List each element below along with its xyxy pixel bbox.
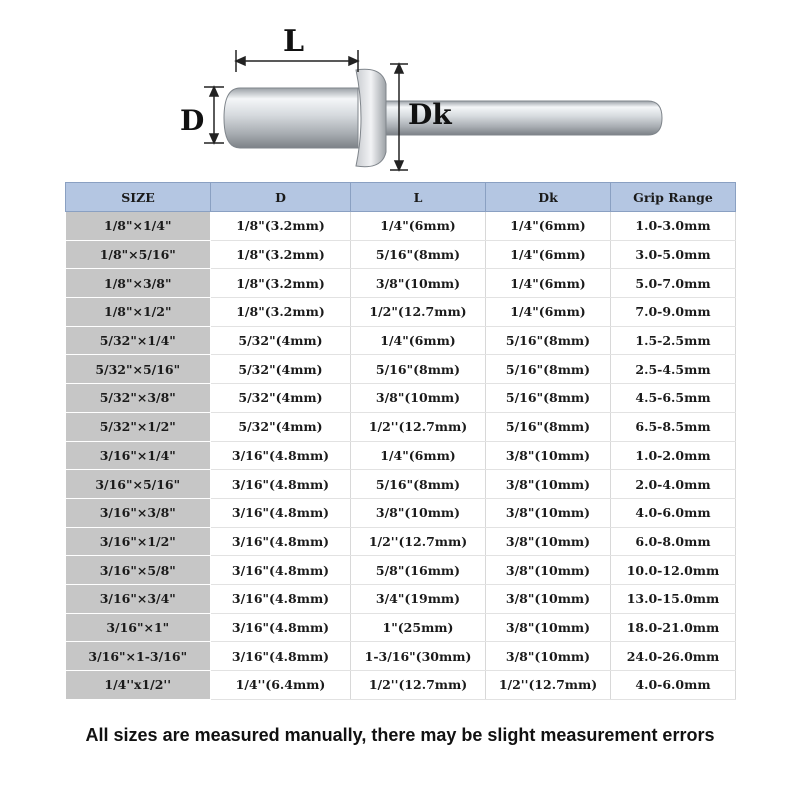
size-cell: 3/16"×5/16" <box>66 470 211 499</box>
l-cell: 3/4"(19mm) <box>351 584 486 613</box>
l-cell: 1/2"(12.7mm) <box>351 298 486 327</box>
d-cell: 3/16"(4.8mm) <box>211 642 351 671</box>
l-cell: 3/8"(10mm) <box>351 498 486 527</box>
grip-range-cell: 1.0-3.0mm <box>611 212 736 241</box>
diameter-dimension <box>204 87 224 143</box>
table-row <box>66 556 736 585</box>
dk-cell: 3/8"(10mm) <box>486 441 611 470</box>
size-cell: 5/32"×1/4" <box>66 326 211 355</box>
d-cell: 3/16"(4.8mm) <box>211 470 351 499</box>
d-cell: 1/8"(3.2mm) <box>211 269 351 298</box>
l-cell: 1/2''(12.7mm) <box>351 671 486 700</box>
grip-range-cell: 1.5-2.5mm <box>611 326 736 355</box>
l-cell: 1-3/16"(30mm) <box>351 642 486 671</box>
rivet-size-table <box>65 182 736 700</box>
size-cell: 5/32"×5/16" <box>66 355 211 384</box>
size-cell: 3/16"×3/8" <box>66 498 211 527</box>
dk-cell: 1/4"(6mm) <box>486 269 611 298</box>
table-row <box>66 613 736 642</box>
size-cell: 1/8"×1/4" <box>66 212 211 241</box>
size-cell: 3/16"×3/4" <box>66 584 211 613</box>
table-row <box>66 298 736 327</box>
l-cell: 3/8"(10mm) <box>351 269 486 298</box>
measurement-disclaimer: All sizes are measured manually, there may be slight measurement errors <box>85 725 715 745</box>
d-cell: 3/16"(4.8mm) <box>211 584 351 613</box>
dk-cell: 3/8"(10mm) <box>486 613 611 642</box>
size-cell: 1/8"×3/8" <box>66 269 211 298</box>
header-size: SIZE <box>66 183 211 212</box>
table-row <box>66 326 736 355</box>
table-row <box>66 212 736 241</box>
size-cell: 3/16"×1" <box>66 613 211 642</box>
table-row <box>66 269 736 298</box>
grip-range-cell: 7.0-9.0mm <box>611 298 736 327</box>
size-cell: 1/8"×1/2" <box>66 298 211 327</box>
dk-cell: 5/16"(8mm) <box>486 384 611 413</box>
table-row <box>66 642 736 671</box>
l-cell: 1"(25mm) <box>351 613 486 642</box>
table-row <box>66 355 736 384</box>
table-row <box>66 441 736 470</box>
diameter-label: D <box>180 104 205 137</box>
dk-cell: 5/16"(8mm) <box>486 355 611 384</box>
grip-range-cell: 10.0-12.0mm <box>611 556 736 585</box>
grip-range-cell: 4.0-6.0mm <box>611 498 736 527</box>
dk-cell: 1/4"(6mm) <box>486 212 611 241</box>
grip-range-cell: 4.5-6.5mm <box>611 384 736 413</box>
head-diameter-label: Dk <box>408 98 452 131</box>
header-row <box>66 183 736 212</box>
table-body <box>66 212 736 700</box>
dk-cell: 1/4"(6mm) <box>486 240 611 269</box>
grip-range-cell: 5.0-7.0mm <box>611 269 736 298</box>
grip-range-cell: 4.0-6.0mm <box>611 671 736 700</box>
l-cell: 5/16"(8mm) <box>351 470 486 499</box>
table-header <box>66 183 736 212</box>
l-cell: 1/4"(6mm) <box>351 326 486 355</box>
size-cell: 3/16"×1/4" <box>66 441 211 470</box>
l-cell: 5/16"(8mm) <box>351 355 486 384</box>
d-cell: 3/16"(4.8mm) <box>211 441 351 470</box>
header-l: L <box>351 183 486 212</box>
dk-cell: 5/16"(8mm) <box>486 412 611 441</box>
dk-cell: 3/8"(10mm) <box>486 584 611 613</box>
dk-cell: 3/8"(10mm) <box>486 527 611 556</box>
dk-cell: 3/8"(10mm) <box>486 642 611 671</box>
size-cell: 1/8"×5/16" <box>66 240 211 269</box>
size-cell: 1/4''x1/2'' <box>66 671 211 700</box>
d-cell: 5/32"(4mm) <box>211 355 351 384</box>
d-cell: 3/16"(4.8mm) <box>211 556 351 585</box>
l-cell: 1/2''(12.7mm) <box>351 527 486 556</box>
grip-range-cell: 6.0-8.0mm <box>611 527 736 556</box>
rivet-head <box>356 69 386 166</box>
table-row <box>66 384 736 413</box>
table-row <box>66 470 736 499</box>
dk-cell: 3/8"(10mm) <box>486 470 611 499</box>
l-cell: 5/8"(16mm) <box>351 556 486 585</box>
grip-range-cell: 24.0-26.0mm <box>611 642 736 671</box>
grip-range-cell: 18.0-21.0mm <box>611 613 736 642</box>
grip-range-cell: 2.0-4.0mm <box>611 470 736 499</box>
d-cell: 5/32"(4mm) <box>211 326 351 355</box>
header-dk: Dk <box>486 183 611 212</box>
d-cell: 5/32"(4mm) <box>211 384 351 413</box>
l-cell: 5/16"(8mm) <box>351 240 486 269</box>
l-cell: 1/2''(12.7mm) <box>351 412 486 441</box>
l-cell: 1/4"(6mm) <box>351 441 486 470</box>
dk-cell: 3/8"(10mm) <box>486 556 611 585</box>
grip-range-cell: 13.0-15.0mm <box>611 584 736 613</box>
header-d: D <box>211 183 351 212</box>
d-cell: 1/8"(3.2mm) <box>211 212 351 241</box>
d-cell: 3/16"(4.8mm) <box>211 613 351 642</box>
grip-range-cell: 2.5-4.5mm <box>611 355 736 384</box>
grip-range-cell: 6.5-8.5mm <box>611 412 736 441</box>
dk-cell: 5/16"(8mm) <box>486 326 611 355</box>
table-row <box>66 240 736 269</box>
d-cell: 1/4''(6.4mm) <box>211 671 351 700</box>
rivet-diagram <box>0 0 800 180</box>
table-row <box>66 584 736 613</box>
table-row <box>66 498 736 527</box>
l-cell: 1/4"(6mm) <box>351 212 486 241</box>
rivet-body <box>224 88 358 148</box>
table-row <box>66 671 736 700</box>
d-cell: 5/32"(4mm) <box>211 412 351 441</box>
d-cell: 1/8"(3.2mm) <box>211 298 351 327</box>
length-label: L <box>283 24 305 59</box>
grip-range-cell: 1.0-2.0mm <box>611 441 736 470</box>
dk-cell: 3/8"(10mm) <box>486 498 611 527</box>
size-cell: 5/32"×1/2" <box>66 412 211 441</box>
table-row <box>66 412 736 441</box>
size-cell: 3/16"×1/2" <box>66 527 211 556</box>
d-cell: 3/16"(4.8mm) <box>211 527 351 556</box>
d-cell: 1/8"(3.2mm) <box>211 240 351 269</box>
table-row <box>66 527 736 556</box>
size-cell: 3/16"×5/8" <box>66 556 211 585</box>
rivet-drawing <box>0 0 800 180</box>
l-cell: 3/8"(10mm) <box>351 384 486 413</box>
size-cell: 3/16"×1-3/16" <box>66 642 211 671</box>
dk-cell: 1/2''(12.7mm) <box>486 671 611 700</box>
d-cell: 3/16"(4.8mm) <box>211 498 351 527</box>
header-grip-range: Grip Range <box>611 183 736 212</box>
grip-range-cell: 3.0-5.0mm <box>611 240 736 269</box>
dk-cell: 1/4"(6mm) <box>486 298 611 327</box>
size-cell: 5/32"×3/8" <box>66 384 211 413</box>
